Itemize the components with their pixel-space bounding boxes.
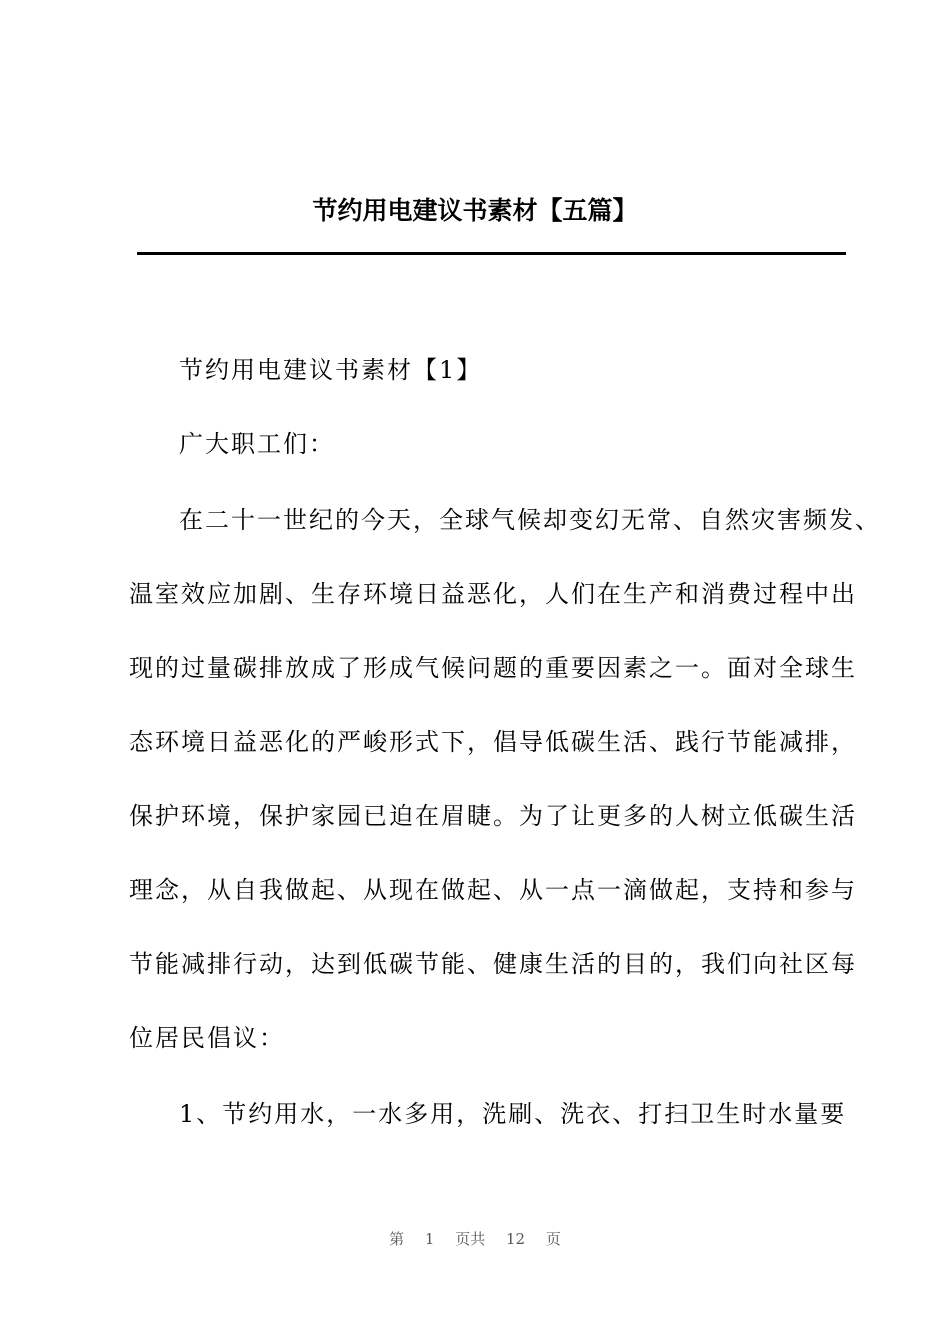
body-line: 在二十一世纪的今天，全球气候却变幻无常、自然灾害频发、: [179, 506, 881, 534]
footer-suffix: 页: [545, 1230, 561, 1248]
footer-current-page: 1: [424, 1230, 435, 1248]
section-heading: 节约用电建议书素材【1】: [179, 356, 483, 384]
document-title: 节约用电建议书素材【五篇】: [312, 196, 638, 225]
body-line: 现的过量碳排放成了形成气候问题的重要因素之一。面对全球生: [129, 654, 857, 682]
footer-middle: 页共: [455, 1230, 486, 1248]
body-line: 节能减排行动，达到低碳节能、健康生活的目的，我们向社区每: [129, 950, 857, 978]
body-line: 保护环境，保护家园已迫在眉睫。为了让更多的人树立低碳生活: [129, 802, 857, 830]
salutation: 广大职工们：: [179, 430, 335, 458]
body-line: 态环境日益恶化的严峻形式下，倡导低碳生活、践行节能减排，: [129, 728, 857, 756]
body-line: 理念，从自我做起、从现在做起、从一点一滴做起，支持和参与: [129, 876, 857, 904]
title-underline: [137, 252, 846, 255]
footer-total-pages: 12: [506, 1230, 526, 1248]
list-item-1: 1、节约用水，一水多用，洗刷、洗衣、打扫卫生时水量要: [179, 1100, 847, 1128]
footer-prefix: 第: [389, 1230, 405, 1248]
page-footer: [0, 1229, 950, 1249]
body-line: 温室效应加剧、生存环境日益恶化，人们在生产和消费过程中出: [129, 580, 857, 608]
body-line: 位居民倡议：: [129, 1024, 285, 1052]
